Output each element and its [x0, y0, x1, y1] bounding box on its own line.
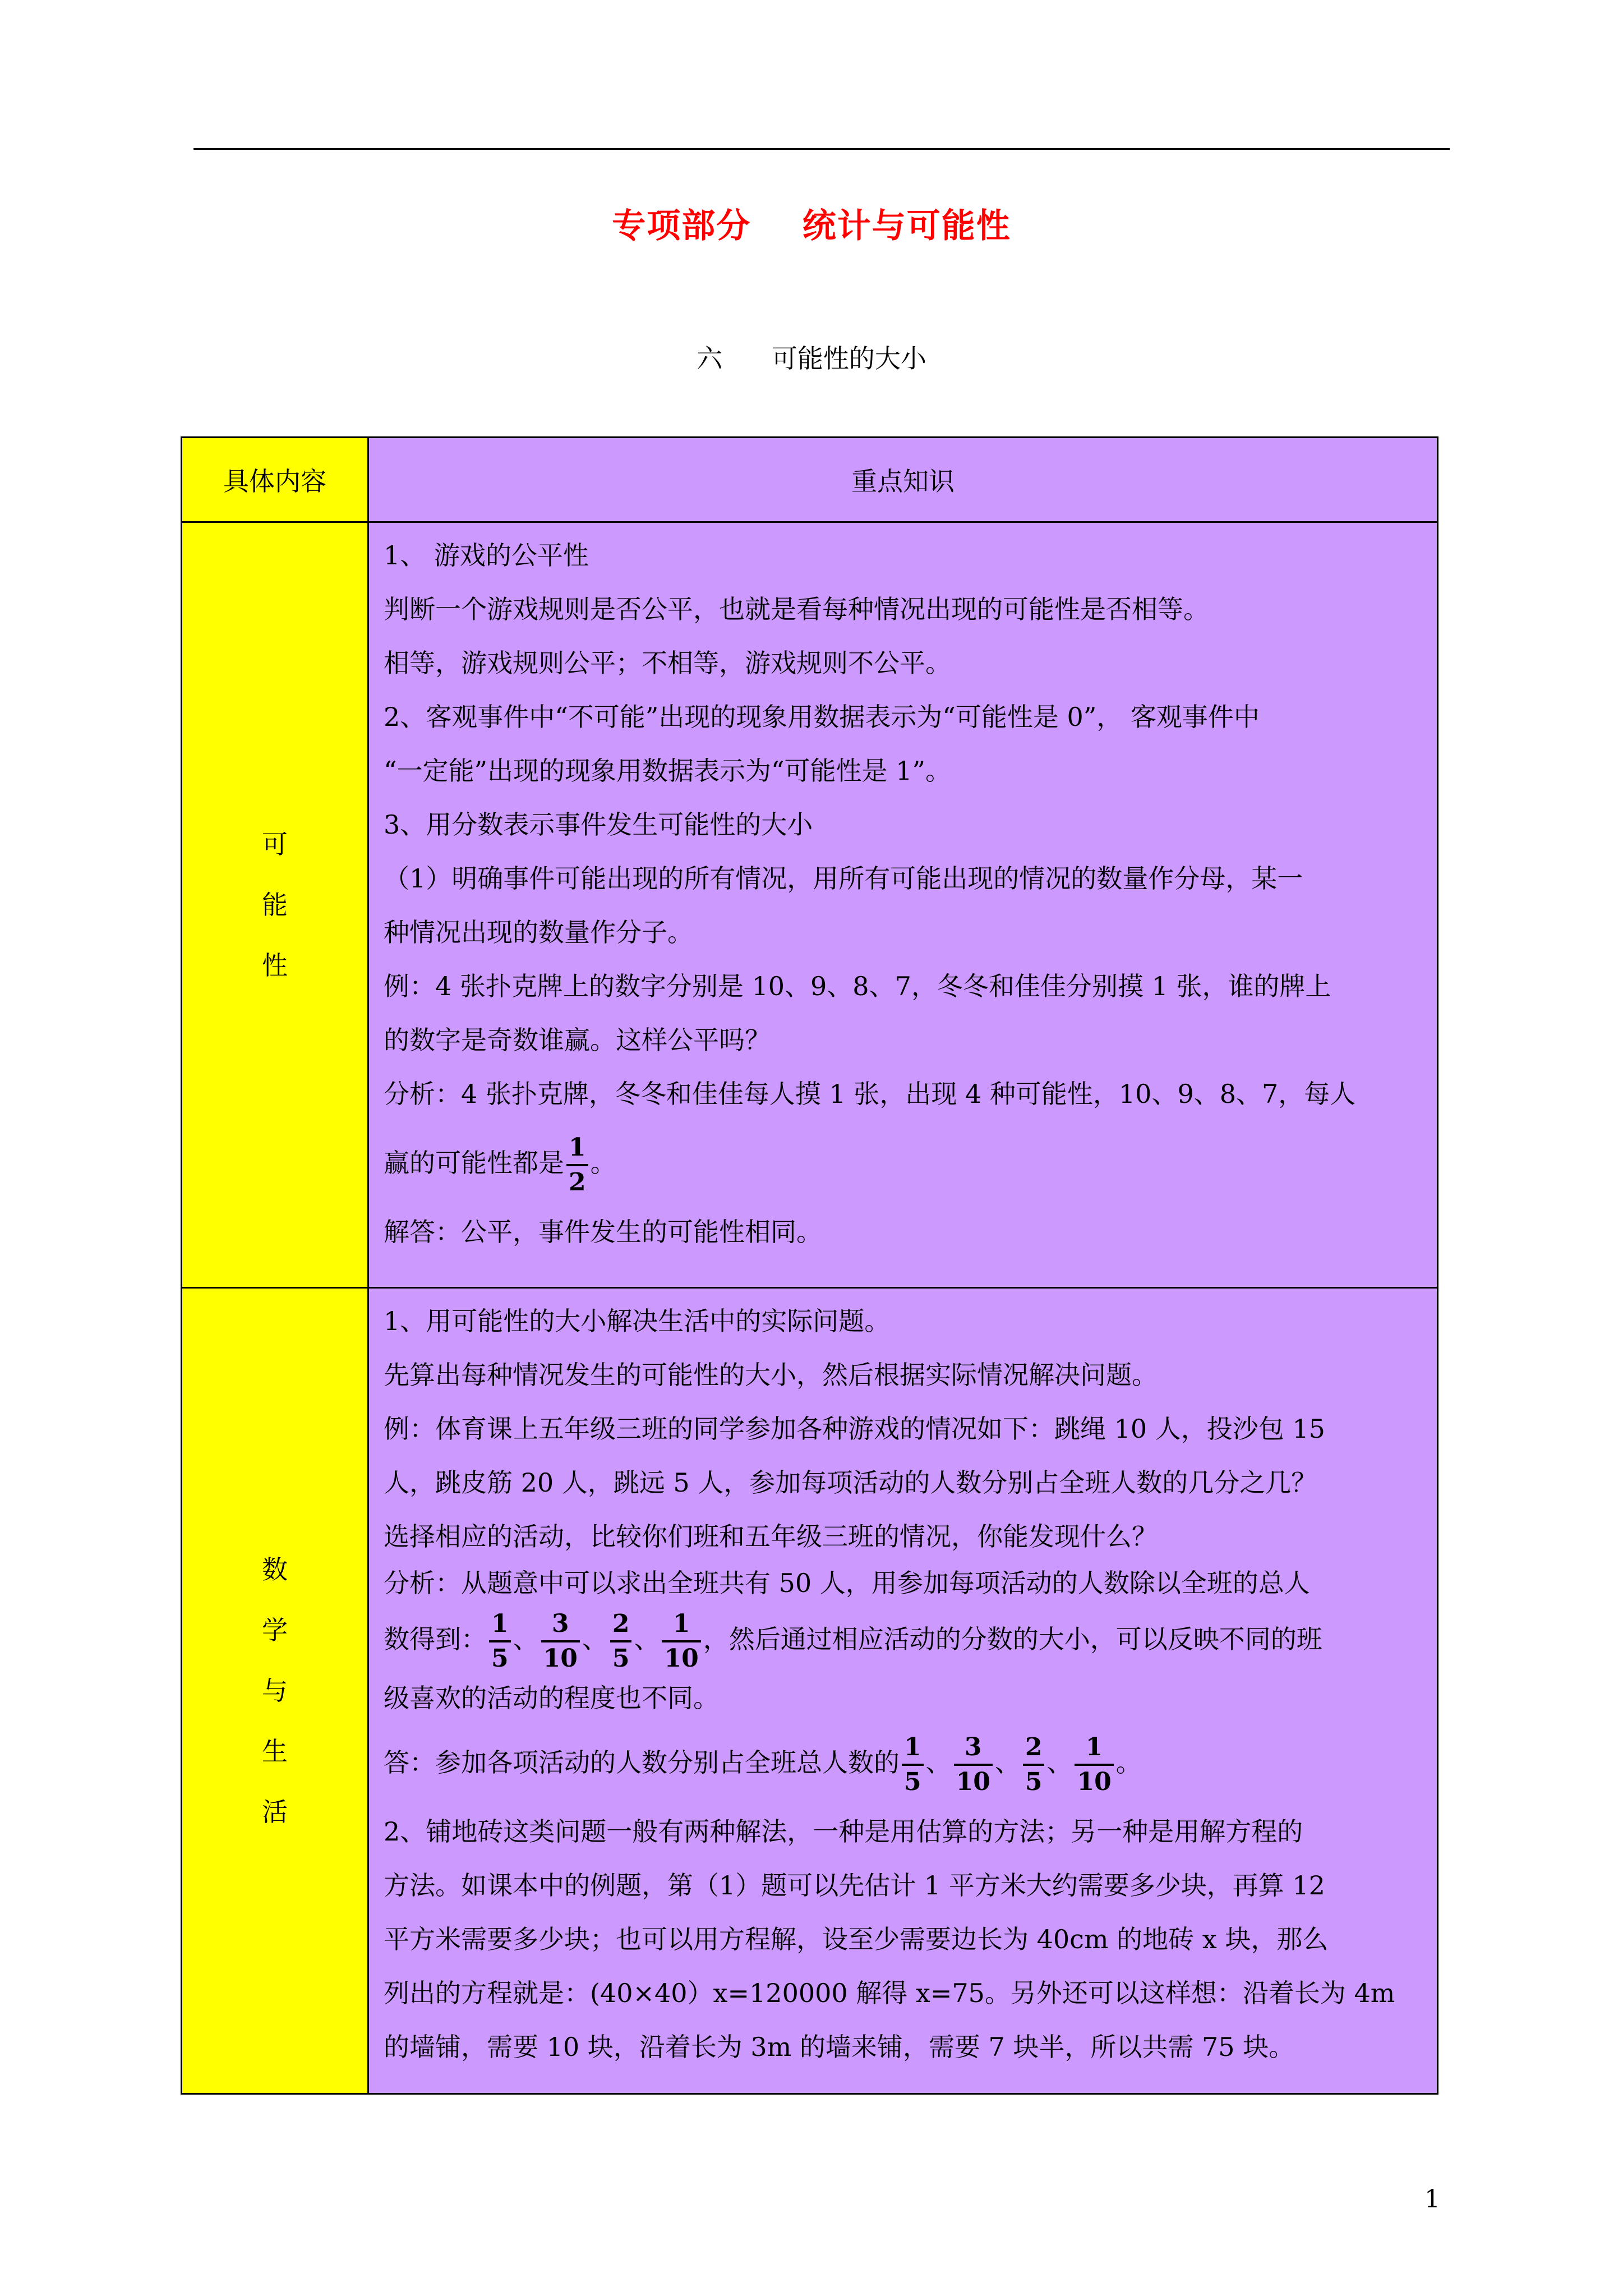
section-subtitle: 六 可能性的大小	[697, 343, 926, 374]
math-and-life-content	[368, 1288, 1438, 2094]
fraction-numerator: 1	[662, 1608, 700, 1642]
fraction	[1075, 1731, 1113, 1798]
fraction	[489, 1608, 511, 1675]
fraction-denominator: 10	[664, 1644, 699, 1673]
text-line: 3、用分数表示事件发生可能性的大小	[384, 809, 813, 840]
fraction-line	[384, 1603, 1423, 1676]
header-rule	[193, 148, 1450, 150]
text-line: 的数字是奇数谁赢。这样公平吗？	[384, 1025, 771, 1055]
text-line: “一定能”出现的现象用数据表示为“可能性是 1”。	[384, 756, 951, 786]
label-char: 能	[262, 890, 288, 920]
separator: 、	[925, 1747, 952, 1778]
text-line: 解答：公平，事件发生的可能性相同。	[384, 1217, 822, 1247]
fraction-denominator: 5	[1025, 1768, 1043, 1796]
header-key-knowledge: 重点知识	[368, 438, 1438, 522]
fraction-denominator: 5	[491, 1644, 509, 1673]
text-line: 种情况出现的数量作分子。	[384, 917, 693, 947]
label-char: 学	[262, 1615, 288, 1645]
separator: 、	[634, 1624, 660, 1654]
text-line: 1、用可能性的大小解决生活中的实际问题。	[384, 1306, 891, 1336]
label-char: 可	[262, 829, 288, 859]
fraction-denominator: 5	[904, 1768, 921, 1796]
separator: 、	[994, 1747, 1021, 1778]
fraction	[566, 1131, 588, 1199]
separator: 、	[582, 1624, 608, 1654]
text-line: 选择相应的活动，比较你们班和五年级三班的情况，你能发现什么？	[384, 1521, 1158, 1552]
text-fragment: ，然后通过相应活动的分数的大小，可以反映不同的班	[703, 1624, 1322, 1654]
text-line: （1）明确事件可能出现的所有情况，用所有可能出现的情况的数量作分母，某一	[384, 863, 1303, 894]
fraction	[541, 1608, 580, 1675]
fraction-numerator: 2	[610, 1608, 632, 1642]
text-line: 级喜欢的活动的程度也不同。	[384, 1683, 719, 1713]
text-line: 的墙铺，需要 10 块，沿着长为 3m 的墙来铺，需要 7 块半，所以共需 75 块。	[384, 2032, 1295, 2062]
table-row-math-and-life	[182, 1288, 1438, 2094]
text-line: 人，跳皮筋 20 人，跳远 5 人，参加每项活动的人数分别占全班人数的几分之几？	[384, 1467, 1317, 1498]
fraction-numerator: 3	[954, 1731, 993, 1766]
fraction-numerator: 1	[902, 1731, 924, 1766]
text-fragment: 。	[590, 1148, 616, 1178]
fraction	[662, 1608, 700, 1675]
fraction-denominator: 10	[956, 1768, 990, 1796]
fraction-numerator: 1	[1075, 1731, 1113, 1766]
header-content-type: 具体内容	[182, 438, 368, 522]
table-row-probability	[182, 522, 1438, 1288]
text-line: 例：4 张扑克牌上的数字分别是 10、9、8、7，冬冬和佳佳分别摸 1 张，谁的牌上	[384, 971, 1331, 1001]
separator: 、	[513, 1624, 539, 1654]
text-line: 1、 游戏的公平性	[384, 540, 589, 570]
fraction	[954, 1731, 993, 1798]
fraction-numerator: 2	[1023, 1731, 1045, 1766]
fraction-denominator: 10	[543, 1644, 578, 1673]
text-fragment: 数得到：	[384, 1624, 487, 1654]
text-fragment: 赢的可能性都是	[384, 1148, 564, 1178]
fraction-line	[384, 1720, 1423, 1805]
fraction-line	[384, 1121, 1423, 1205]
fraction	[610, 1608, 632, 1675]
row-label-math-and-life	[182, 1288, 368, 2094]
label-char: 生	[262, 1736, 288, 1766]
text-fragment: 答：参加各项活动的人数分别占全班总人数的	[384, 1747, 900, 1778]
text-line: 方法。如课本中的例题，第（1）题可以先估计 1 平方米大约需要多少块，再算 12	[384, 1870, 1325, 1901]
text-line: 平方米需要多少块；也可以用方程解，设至少需要边长为 40cm 的地砖 x 块，那么	[384, 1924, 1329, 1954]
text-line: 列出的方程就是：(40×40）x=120000 解得 x=75。另外还可以这样想：沿着长为 4m	[384, 1978, 1395, 2008]
fraction-numerator: 1	[566, 1131, 588, 1166]
text-fragment: 。	[1115, 1747, 1142, 1778]
fraction-denominator: 10	[1077, 1768, 1112, 1796]
text-line: 2、客观事件中“不可能”出现的现象用数据表示为“可能性是 0”， 客观事件中	[384, 702, 1260, 732]
label-char: 数	[262, 1554, 288, 1585]
text-line: 例：体育课上五年级三班的同学参加各种游戏的情况如下：跳绳 10 人，投沙包 15	[384, 1414, 1325, 1444]
text-line: 2、铺地砖这类问题一般有两种解法，一种是用估算的方法；另一种是用解方程的	[384, 1816, 1303, 1847]
fraction-numerator: 1	[489, 1608, 511, 1642]
text-line: 分析：从题意中可以求出全班共有 50 人，用参加每项活动的人数除以全班的总人	[384, 1568, 1310, 1598]
row-label-probability	[182, 522, 368, 1288]
text-line: 分析：4 张扑克牌，冬冬和佳佳每人摸 1 张，出现 4 种可能性，10、9、8、7，每人	[384, 1079, 1356, 1109]
separator: 、	[1046, 1747, 1073, 1778]
fraction	[1023, 1731, 1045, 1798]
table-header-row	[182, 438, 1438, 522]
page-number: 1	[1424, 2185, 1440, 2214]
label-char: 与	[262, 1676, 288, 1706]
probability-content	[368, 522, 1438, 1288]
text-line: 相等，游戏规则公平；不相等，游戏规则不公平。	[384, 648, 951, 678]
text-line: 判断一个游戏规则是否公平，也就是看每种情况出现的可能性是否相等。	[384, 594, 1209, 624]
label-char: 活	[262, 1797, 288, 1827]
label-char: 性	[262, 950, 288, 981]
text-line: 先算出每种情况发生的可能性的大小，然后根据实际情况解决问题。	[384, 1360, 1158, 1390]
fraction-denominator: 5	[612, 1644, 630, 1673]
fraction	[902, 1731, 924, 1798]
knowledge-table	[181, 436, 1438, 2095]
page-title: 专项部分 统计与可能性	[612, 206, 1011, 246]
fraction-numerator: 3	[541, 1608, 580, 1642]
fraction-denominator: 2	[569, 1168, 586, 1197]
